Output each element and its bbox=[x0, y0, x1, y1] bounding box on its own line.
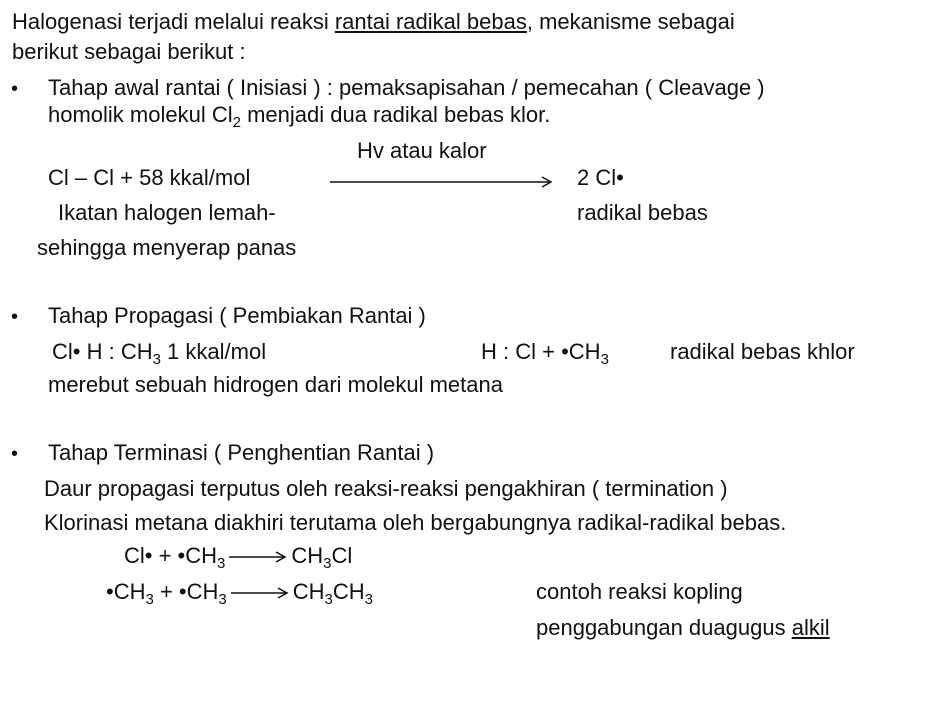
eq2-right: CH bbox=[292, 579, 325, 604]
termination-eq-2 bbox=[106, 579, 373, 608]
subscript: 3 bbox=[324, 591, 333, 608]
termination-eq-1 bbox=[124, 543, 353, 572]
termination-line-1: Daur propagasi terputus oleh reaksi-reaksi pengakhiran ( termination ) bbox=[44, 476, 728, 501]
intro-line-2: berikut sebagai berikut : bbox=[12, 39, 246, 64]
eq1-right: CH bbox=[291, 543, 324, 568]
termination-line-2: Klorinasi metana diakhiri terutama oleh bergabungnya radikal-radikal bebas. bbox=[44, 510, 787, 535]
propagation-desc: merebut sebuah hidrogen dari molekul metana bbox=[48, 372, 503, 397]
reaction-arrow-icon bbox=[330, 174, 555, 188]
bullet-initiation: • bbox=[11, 78, 19, 100]
eq1-right-suffix: Cl bbox=[331, 543, 353, 568]
eq2-right-mid: CH bbox=[332, 579, 365, 604]
termination-heading: Tahap Terminasi ( Penghentian Rantai ) bbox=[48, 440, 435, 465]
subscript: 3 bbox=[600, 351, 609, 368]
eq1-left: Cl• + •CH bbox=[124, 543, 218, 568]
reaction-arrow-icon bbox=[231, 586, 289, 600]
propagation-left bbox=[52, 339, 267, 368]
subscript: 3 bbox=[323, 555, 332, 572]
initiation-desc-suffix: menjadi dua radikal bebas klor. bbox=[240, 102, 551, 127]
propagation-left-suffix: 1 kkal/mol bbox=[160, 339, 267, 364]
propagation-right bbox=[481, 339, 609, 368]
subscript: 3 bbox=[217, 555, 226, 572]
initiation-reactant: Cl – Cl + 58 kkal/mol bbox=[48, 165, 251, 190]
link-alkil[interactable]: alkil bbox=[791, 615, 830, 640]
propagation-heading: Tahap Propagasi ( Pembiakan Rantai ) bbox=[48, 303, 426, 328]
intro-text: Halogenasi terjadi melalui reaksi bbox=[12, 9, 335, 34]
bullet-propagation: • bbox=[11, 306, 19, 328]
subscript: 2 bbox=[232, 114, 241, 131]
bullet-termination: • bbox=[11, 443, 19, 465]
subscript: 3 bbox=[218, 591, 227, 608]
initiation-note-left-1: Ikatan halogen lemah- bbox=[58, 200, 276, 225]
propagation-right-prefix: H : Cl + •CH bbox=[481, 339, 601, 364]
reaction-arrow-icon bbox=[229, 550, 287, 564]
termination-note-2 bbox=[536, 615, 830, 641]
propagation-left-prefix: Cl• H : CH bbox=[52, 339, 153, 364]
initiation-product: 2 Cl• bbox=[577, 165, 624, 190]
initiation-desc bbox=[48, 102, 551, 131]
intro-text-end: , mekanisme sebagai bbox=[526, 9, 735, 34]
initiation-note-right: radikal bebas bbox=[577, 200, 708, 225]
reaction-condition: Hv atau kalor bbox=[357, 138, 487, 163]
initiation-note-left-2: sehingga menyerap panas bbox=[37, 235, 297, 260]
termination-note-2-prefix: penggabungan duagugus bbox=[536, 615, 792, 640]
subscript: 3 bbox=[145, 591, 154, 608]
termination-note-1: contoh reaksi kopling bbox=[536, 579, 743, 604]
propagation-note: radikal bebas khlor bbox=[670, 339, 855, 364]
subscript: 3 bbox=[152, 351, 161, 368]
initiation-desc-prefix: homolik molekul Cl bbox=[48, 102, 233, 127]
eq2-left: •CH bbox=[106, 579, 146, 604]
eq2-left-mid: + •CH bbox=[153, 579, 219, 604]
initiation-heading: Tahap awal rantai ( Inisiasi ) : pemaksapisahan / pemecahan ( Cleavage ) bbox=[48, 75, 765, 100]
subscript: 3 bbox=[364, 591, 373, 608]
intro-line-1 bbox=[12, 9, 735, 35]
link-radical-chain[interactable]: rantai radikal bebas bbox=[334, 9, 527, 34]
